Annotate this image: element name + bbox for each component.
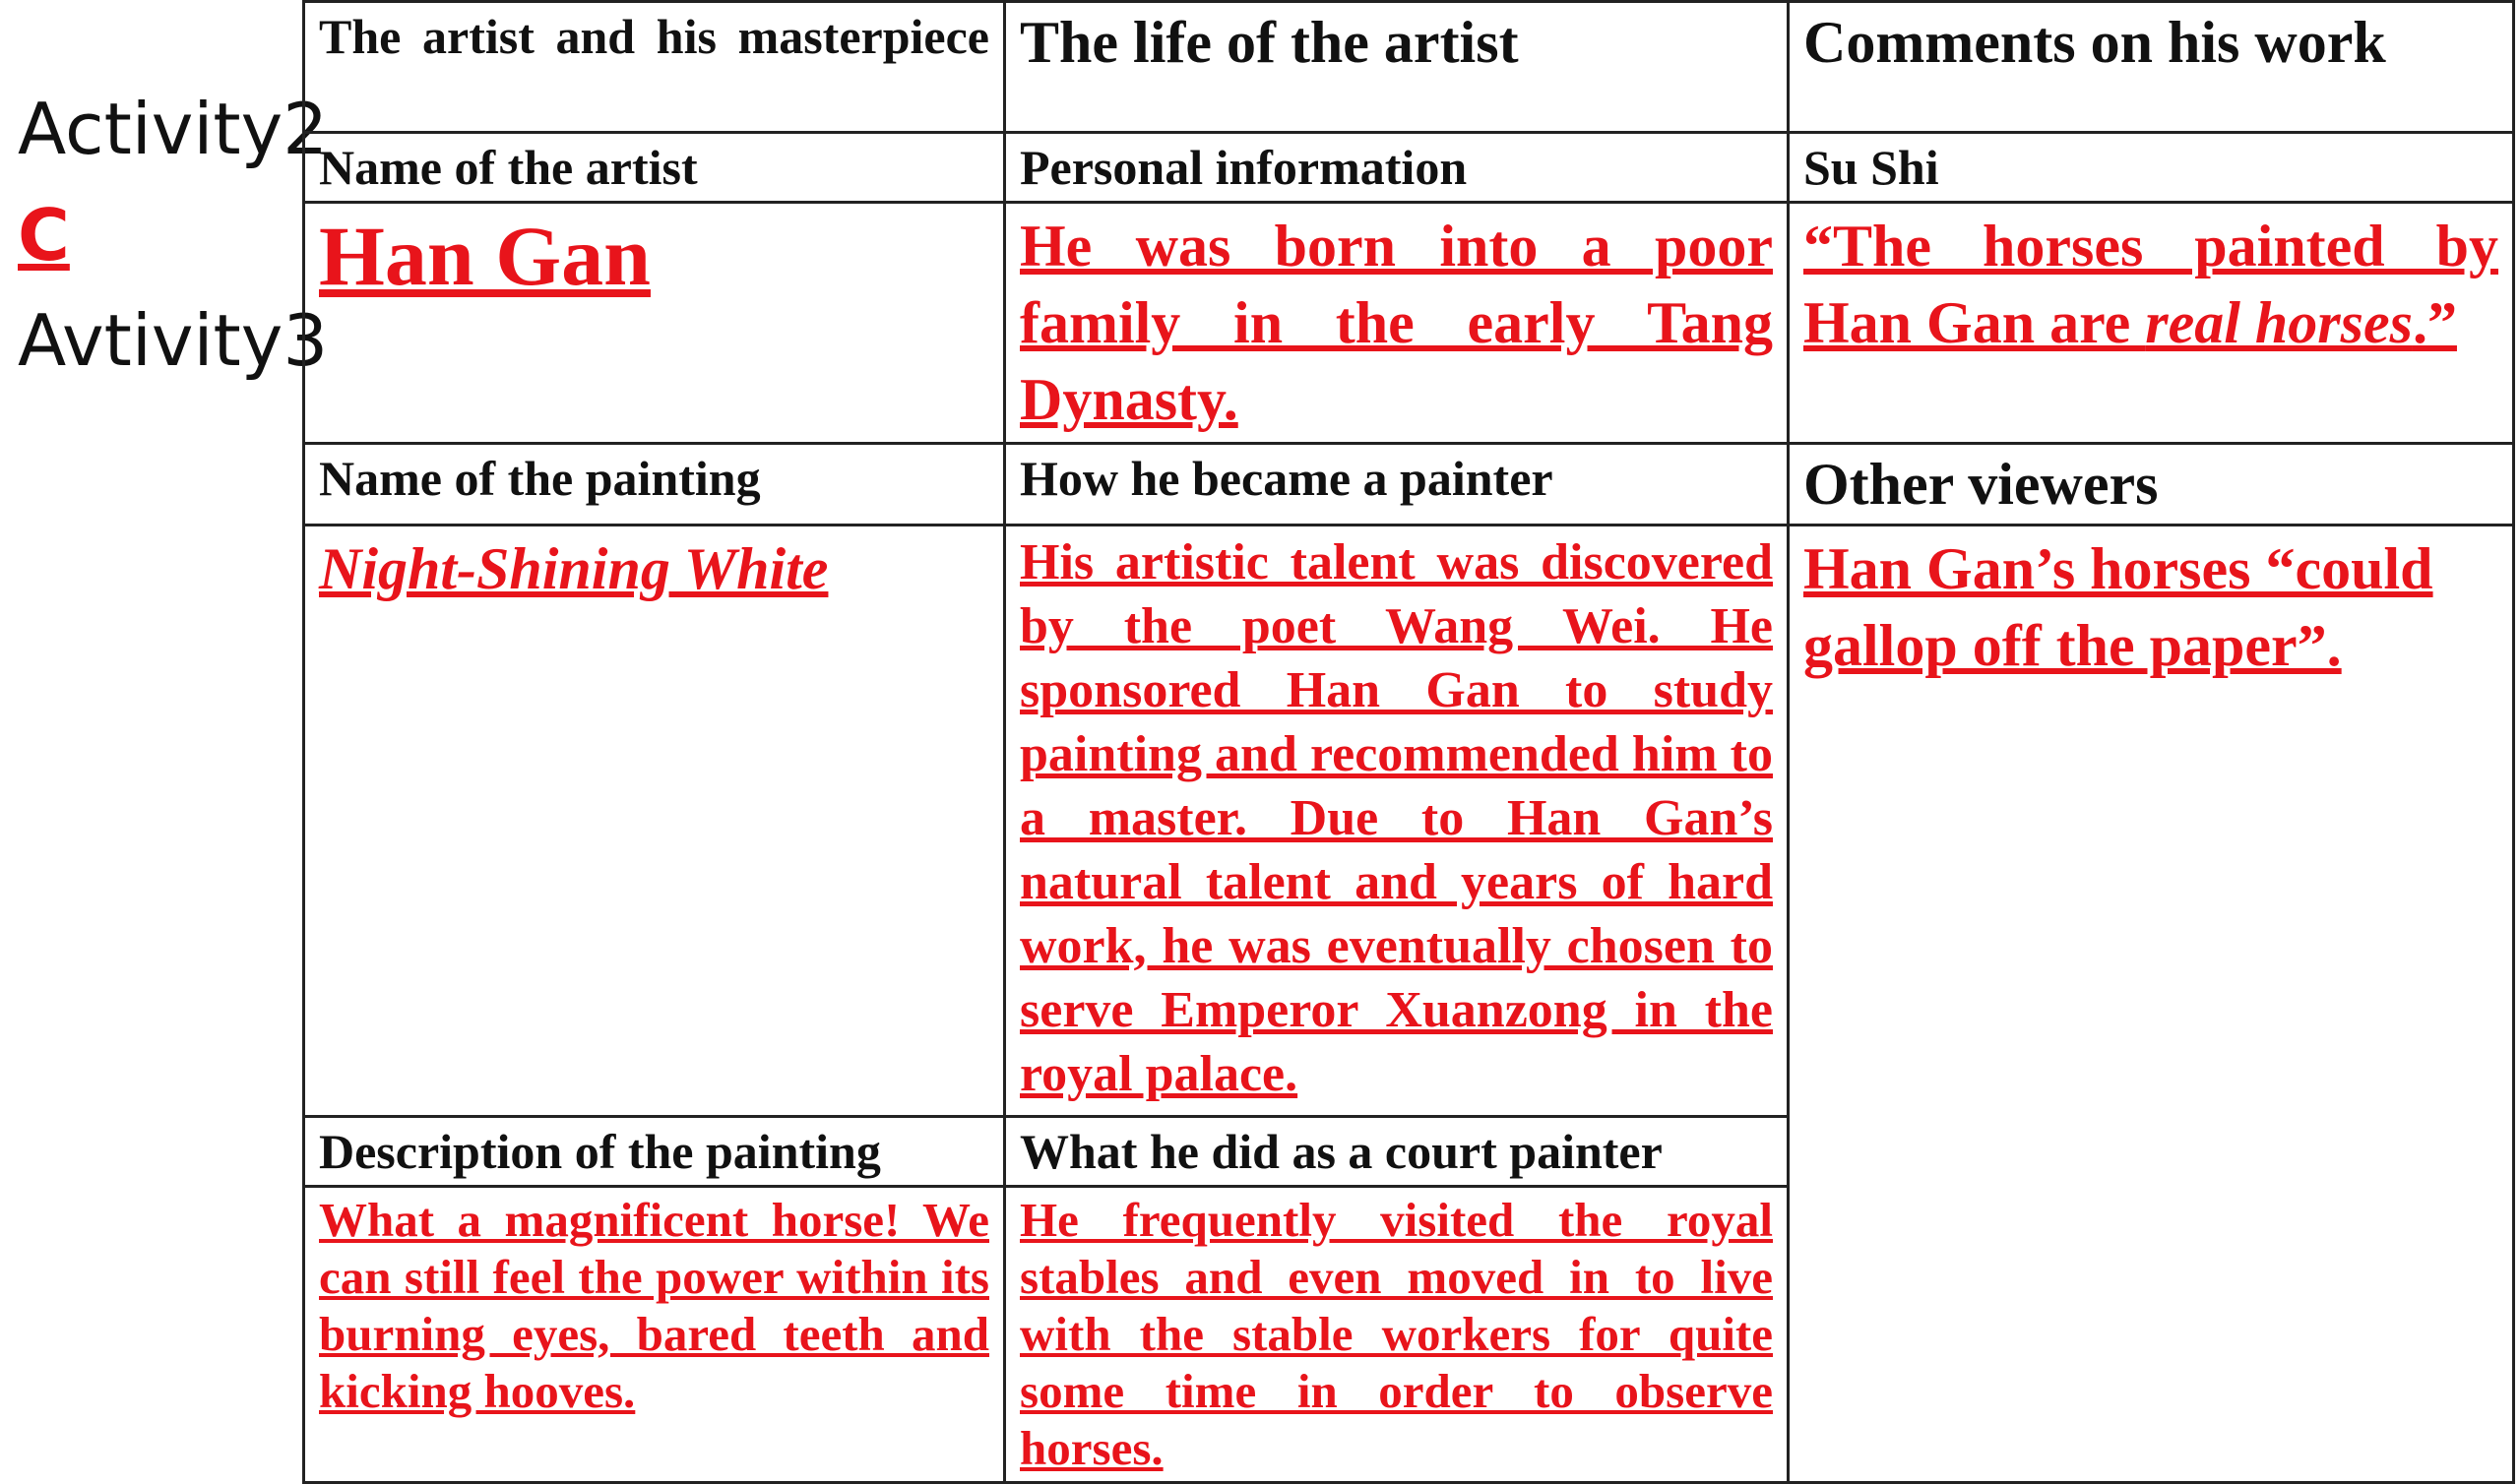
court-painter-text: He frequently visited the royal stables and even moved in to live with the stable workers for quite some time in order to observe horses. bbox=[1005, 1187, 1789, 1483]
activity2-label: Activity2 bbox=[18, 88, 329, 170]
su-shi-quote-emphasis: real horses bbox=[2145, 290, 2413, 355]
table-row bbox=[304, 203, 2514, 444]
answer-letter: C bbox=[18, 194, 70, 277]
table-header-row bbox=[304, 2, 2514, 133]
table-row bbox=[304, 526, 2514, 1117]
header-life-of-artist: The life of the artist bbox=[1005, 2, 1789, 133]
table-row bbox=[304, 444, 2514, 526]
personal-info-text: He was born into a poor family in the early Tang Dynasty. bbox=[1005, 203, 1789, 444]
artist-name: Han Gan bbox=[304, 203, 1005, 444]
other-viewers-text: Han Gan’s horses “could gallop off the paper”. bbox=[1789, 526, 2514, 1483]
label-how-became-painter: How he became a painter bbox=[1005, 444, 1789, 526]
painting-description-text: What a magnificent horse! We can still feel the power within its burning eyes, bared teeth and kicking hooves. bbox=[304, 1187, 1005, 1483]
label-description-of-painting: Description of the painting bbox=[304, 1117, 1005, 1187]
became-painter-text: His artistic talent was discovered by the poet Wang Wei. He sponsored Han Gan to study painting and recommended him to a master. Due to Han Gan’s natural talent and years of hard work, he was eventually chosen to serve Emperor Xuanzong in the royal palace. bbox=[1005, 526, 1789, 1117]
table-row bbox=[304, 133, 2514, 203]
label-personal-information: Personal information bbox=[1005, 133, 1789, 203]
label-su-shi: Su Shi bbox=[1789, 133, 2514, 203]
su-shi-quote bbox=[1789, 203, 2514, 444]
label-court-painter: What he did as a court painter bbox=[1005, 1117, 1789, 1187]
activity3-label: Avtivity3 bbox=[18, 299, 329, 382]
label-other-viewers: Other viewers bbox=[1789, 444, 2514, 526]
header-comments: Comments on his work bbox=[1789, 2, 2514, 133]
label-name-of-painting: Name of the painting bbox=[304, 444, 1005, 526]
header-artist-masterpiece: The artist and his masterpiece bbox=[304, 2, 1005, 133]
su-shi-quote-start: “The horses painted by Han Gan are bbox=[1803, 214, 2498, 355]
label-name-of-artist: Name of the artist bbox=[304, 133, 1005, 203]
su-shi-quote-end: .” bbox=[2412, 290, 2457, 355]
painting-name: Night-Shining White bbox=[304, 526, 1005, 1117]
artist-table bbox=[302, 0, 2515, 1484]
